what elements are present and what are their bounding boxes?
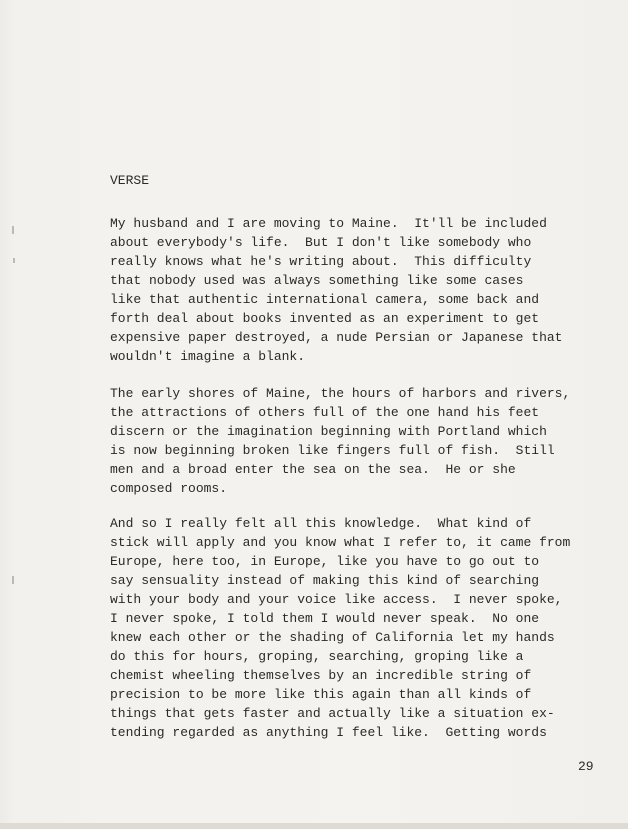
binding-mark	[12, 576, 14, 584]
text-line: men and a broad enter the sea on the sea. He or she	[110, 462, 516, 477]
text-line: about everybody's life. But I don't like somebody who	[110, 235, 532, 250]
text-line: say sensuality instead of making this kind of searching	[110, 573, 540, 588]
text-line: is now beginning broken like fingers full of fish. Still	[110, 443, 555, 458]
text-line: My husband and I are moving to Maine. It'll be included	[110, 216, 547, 231]
binding-mark	[13, 258, 15, 263]
page-bottom-edge	[0, 823, 628, 829]
text-line: And so I really felt all this knowledge. What kind of	[110, 516, 532, 531]
text-line: tending regarded as anything I feel like. Getting words	[110, 725, 547, 740]
text-line: precision to be more like this again than all kinds of	[110, 687, 532, 702]
text-line: things that gets faster and actually like a situation ex-	[110, 706, 555, 721]
text-line: Europe, here too, in Europe, like you have to go out to	[110, 554, 540, 569]
paragraph-3	[110, 514, 570, 742]
text-line: with your body and your voice like access. I never spoke,	[110, 592, 563, 607]
text-line: forth deal about books invented as an experiment to get	[110, 311, 540, 326]
paragraph-1	[110, 214, 562, 366]
page-number: 29	[578, 759, 594, 774]
text-line: that nobody used was always something like some cases	[110, 273, 524, 288]
text-line: do this for hours, groping, searching, groping like a	[110, 649, 524, 664]
text-line: chemist wheeling themselves by an incredible string of	[110, 668, 532, 683]
section-heading: VERSE	[110, 173, 150, 188]
paragraph-2	[110, 384, 570, 498]
text-line: discern or the imagination beginning with Portland which	[110, 424, 547, 439]
text-line: wouldn't imagine a blank.	[110, 349, 306, 364]
text-line: stick will apply and you know what I refer to, it came from	[110, 535, 571, 550]
text-line: knew each other or the shading of California let my hands	[110, 630, 555, 645]
text-line: I never spoke, I told them I would never speak. No one	[110, 611, 540, 626]
text-line: the attractions of others full of the one hand his feet	[110, 405, 540, 420]
text-line: like that authentic international camera, some back and	[110, 292, 540, 307]
text-line: composed rooms.	[110, 481, 228, 496]
binding-mark	[12, 226, 14, 234]
text-line: really knows what he's writing about. This difficulty	[110, 254, 532, 269]
text-line: expensive paper destroyed, a nude Persian or Japanese that	[110, 330, 563, 345]
text-line: The early shores of Maine, the hours of harbors and rivers,	[110, 386, 571, 401]
